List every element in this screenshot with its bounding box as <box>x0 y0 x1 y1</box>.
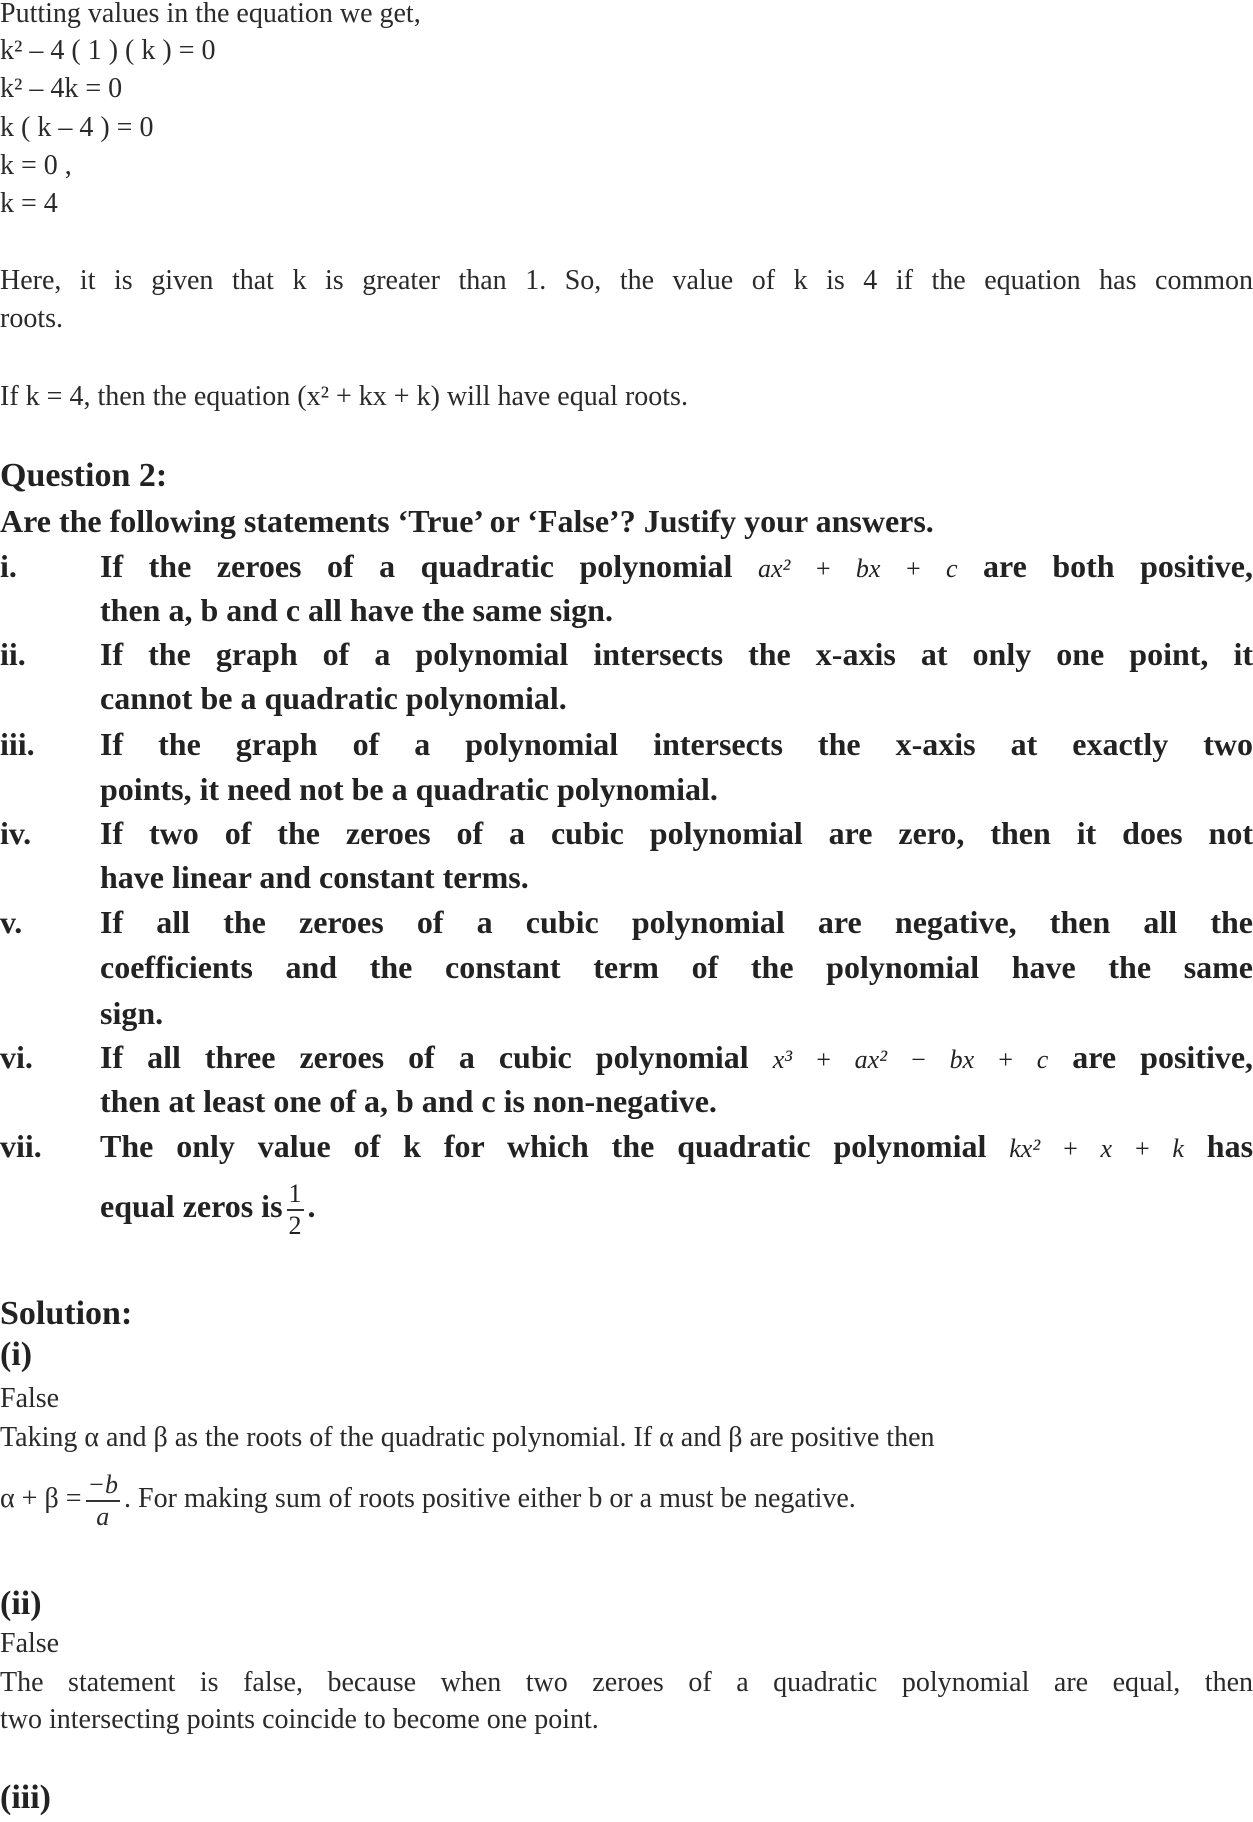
item-number: vi. <box>0 1039 33 1075</box>
text: have linear and constant terms. <box>100 859 529 895</box>
question-prompt: Are the following statements ‘True’ or ‘False’? Justify your answers. <box>0 503 934 539</box>
math-expression: kx² + x + k <box>1009 1134 1184 1163</box>
item-number: vii. <box>0 1128 42 1164</box>
equation-line: k ( k – 4 ) = 0 <box>0 112 154 143</box>
text-line: The statement is false, because when two zeroes of a quadratic polynomial are equal, then <box>0 1667 1253 1698</box>
text: sign. <box>100 995 164 1031</box>
fraction <box>287 1179 304 1241</box>
text: . For making sum of roots positive either b or a must be negative. <box>124 1483 856 1514</box>
item-number: ii. <box>0 636 26 672</box>
numerator: −b <box>86 1470 121 1502</box>
text: If the graph of a polynomial intersects the x-axis at exactly two <box>100 726 1253 762</box>
text: If two of the zeroes of a cubic polynomial are zero, then it does not <box>100 815 1253 851</box>
answer: False <box>0 1383 60 1414</box>
statement-i <box>0 546 1253 586</box>
text: are both positive, <box>983 548 1253 584</box>
text: If the zeroes of a quadratic polynomial <box>100 548 733 584</box>
paragraph: If k = 4, then the equation (x² + kx + k) will have equal roots. <box>0 381 688 412</box>
part-label: (i) <box>0 1336 33 1373</box>
statement-ii-cont <box>0 678 1253 718</box>
equation-line: k = 4 <box>0 188 58 219</box>
question-heading: Question 2: <box>0 457 168 494</box>
answer: False <box>0 1628 60 1659</box>
statement-v <box>0 902 1253 942</box>
math-expression: ax² + bx + c <box>757 554 958 583</box>
item-number: iii. <box>0 726 35 762</box>
statement-i-cont <box>0 590 1253 630</box>
text: If all three zeroes of a cubic polynomial <box>100 1039 749 1075</box>
statement-v-cont <box>0 947 1253 987</box>
statement-vii <box>0 1126 1253 1166</box>
statement-v-cont <box>0 993 1253 1033</box>
statement-iii-cont <box>0 769 1253 809</box>
text: If all the zeroes of a cubic polynomial are negative, then all the <box>100 904 1253 940</box>
text: If the graph of a polynomial intersects the x-axis at only one point, it <box>100 636 1253 672</box>
statement-ii <box>0 634 1253 674</box>
numerator: 1 <box>287 1179 304 1211</box>
text-line: Putting values in the equation we get, <box>0 0 421 29</box>
text: points, it need not be a quadratic polynomial. <box>100 771 718 807</box>
item-number: i. <box>0 548 17 584</box>
text: equal zeros is <box>100 1188 283 1224</box>
item-number: v. <box>0 904 23 940</box>
statement-iv-cont <box>0 857 1253 897</box>
solution-heading: Solution: <box>0 1295 133 1332</box>
statement-vi-cont <box>0 1081 1253 1121</box>
statement-iii <box>0 724 1253 764</box>
text: then at least one of a, b and c is non-negative. <box>100 1083 717 1119</box>
text: coefficients and the constant term of the polynomial have the same <box>100 949 1253 985</box>
text-line: two intersecting points coincide to become one point. <box>0 1704 599 1735</box>
statement-iv <box>0 813 1253 853</box>
equation-line: k = 0 , <box>0 150 72 181</box>
paragraph-line: Here, it is given that k is greater than 1. So, the value of k is 4 if the equation has common <box>0 265 1253 296</box>
text: . <box>307 1188 316 1224</box>
text: The only value of k for which the quadratic polynomial <box>100 1128 987 1164</box>
text: cannot be a quadratic polynomial. <box>100 680 567 716</box>
denominator: a <box>96 1501 110 1531</box>
text: has <box>1206 1128 1253 1164</box>
statement-vi <box>0 1037 1253 1077</box>
equation-line <box>0 1469 1253 1529</box>
paragraph-line: roots. <box>0 303 63 334</box>
equation-line: k² – 4 ( 1 ) ( k ) = 0 <box>0 35 216 66</box>
denominator: 2 <box>288 1210 302 1240</box>
part-label: (ii) <box>0 1585 42 1622</box>
fraction <box>86 1470 121 1532</box>
text-line: Taking α and β as the roots of the quadratic polynomial. If α and β are positive then <box>0 1422 935 1453</box>
statement-vii-cont <box>0 1176 1253 1240</box>
text: are positive, <box>1072 1039 1253 1075</box>
part-label: (iii) <box>0 1779 51 1816</box>
text: then a, b and c all have the same sign. <box>100 592 613 628</box>
math-expression: x³ + ax² − bx + c <box>772 1045 1049 1074</box>
text: α + β = <box>0 1483 82 1514</box>
equation-line: k² – 4k = 0 <box>0 73 123 104</box>
item-number: iv. <box>0 815 32 851</box>
